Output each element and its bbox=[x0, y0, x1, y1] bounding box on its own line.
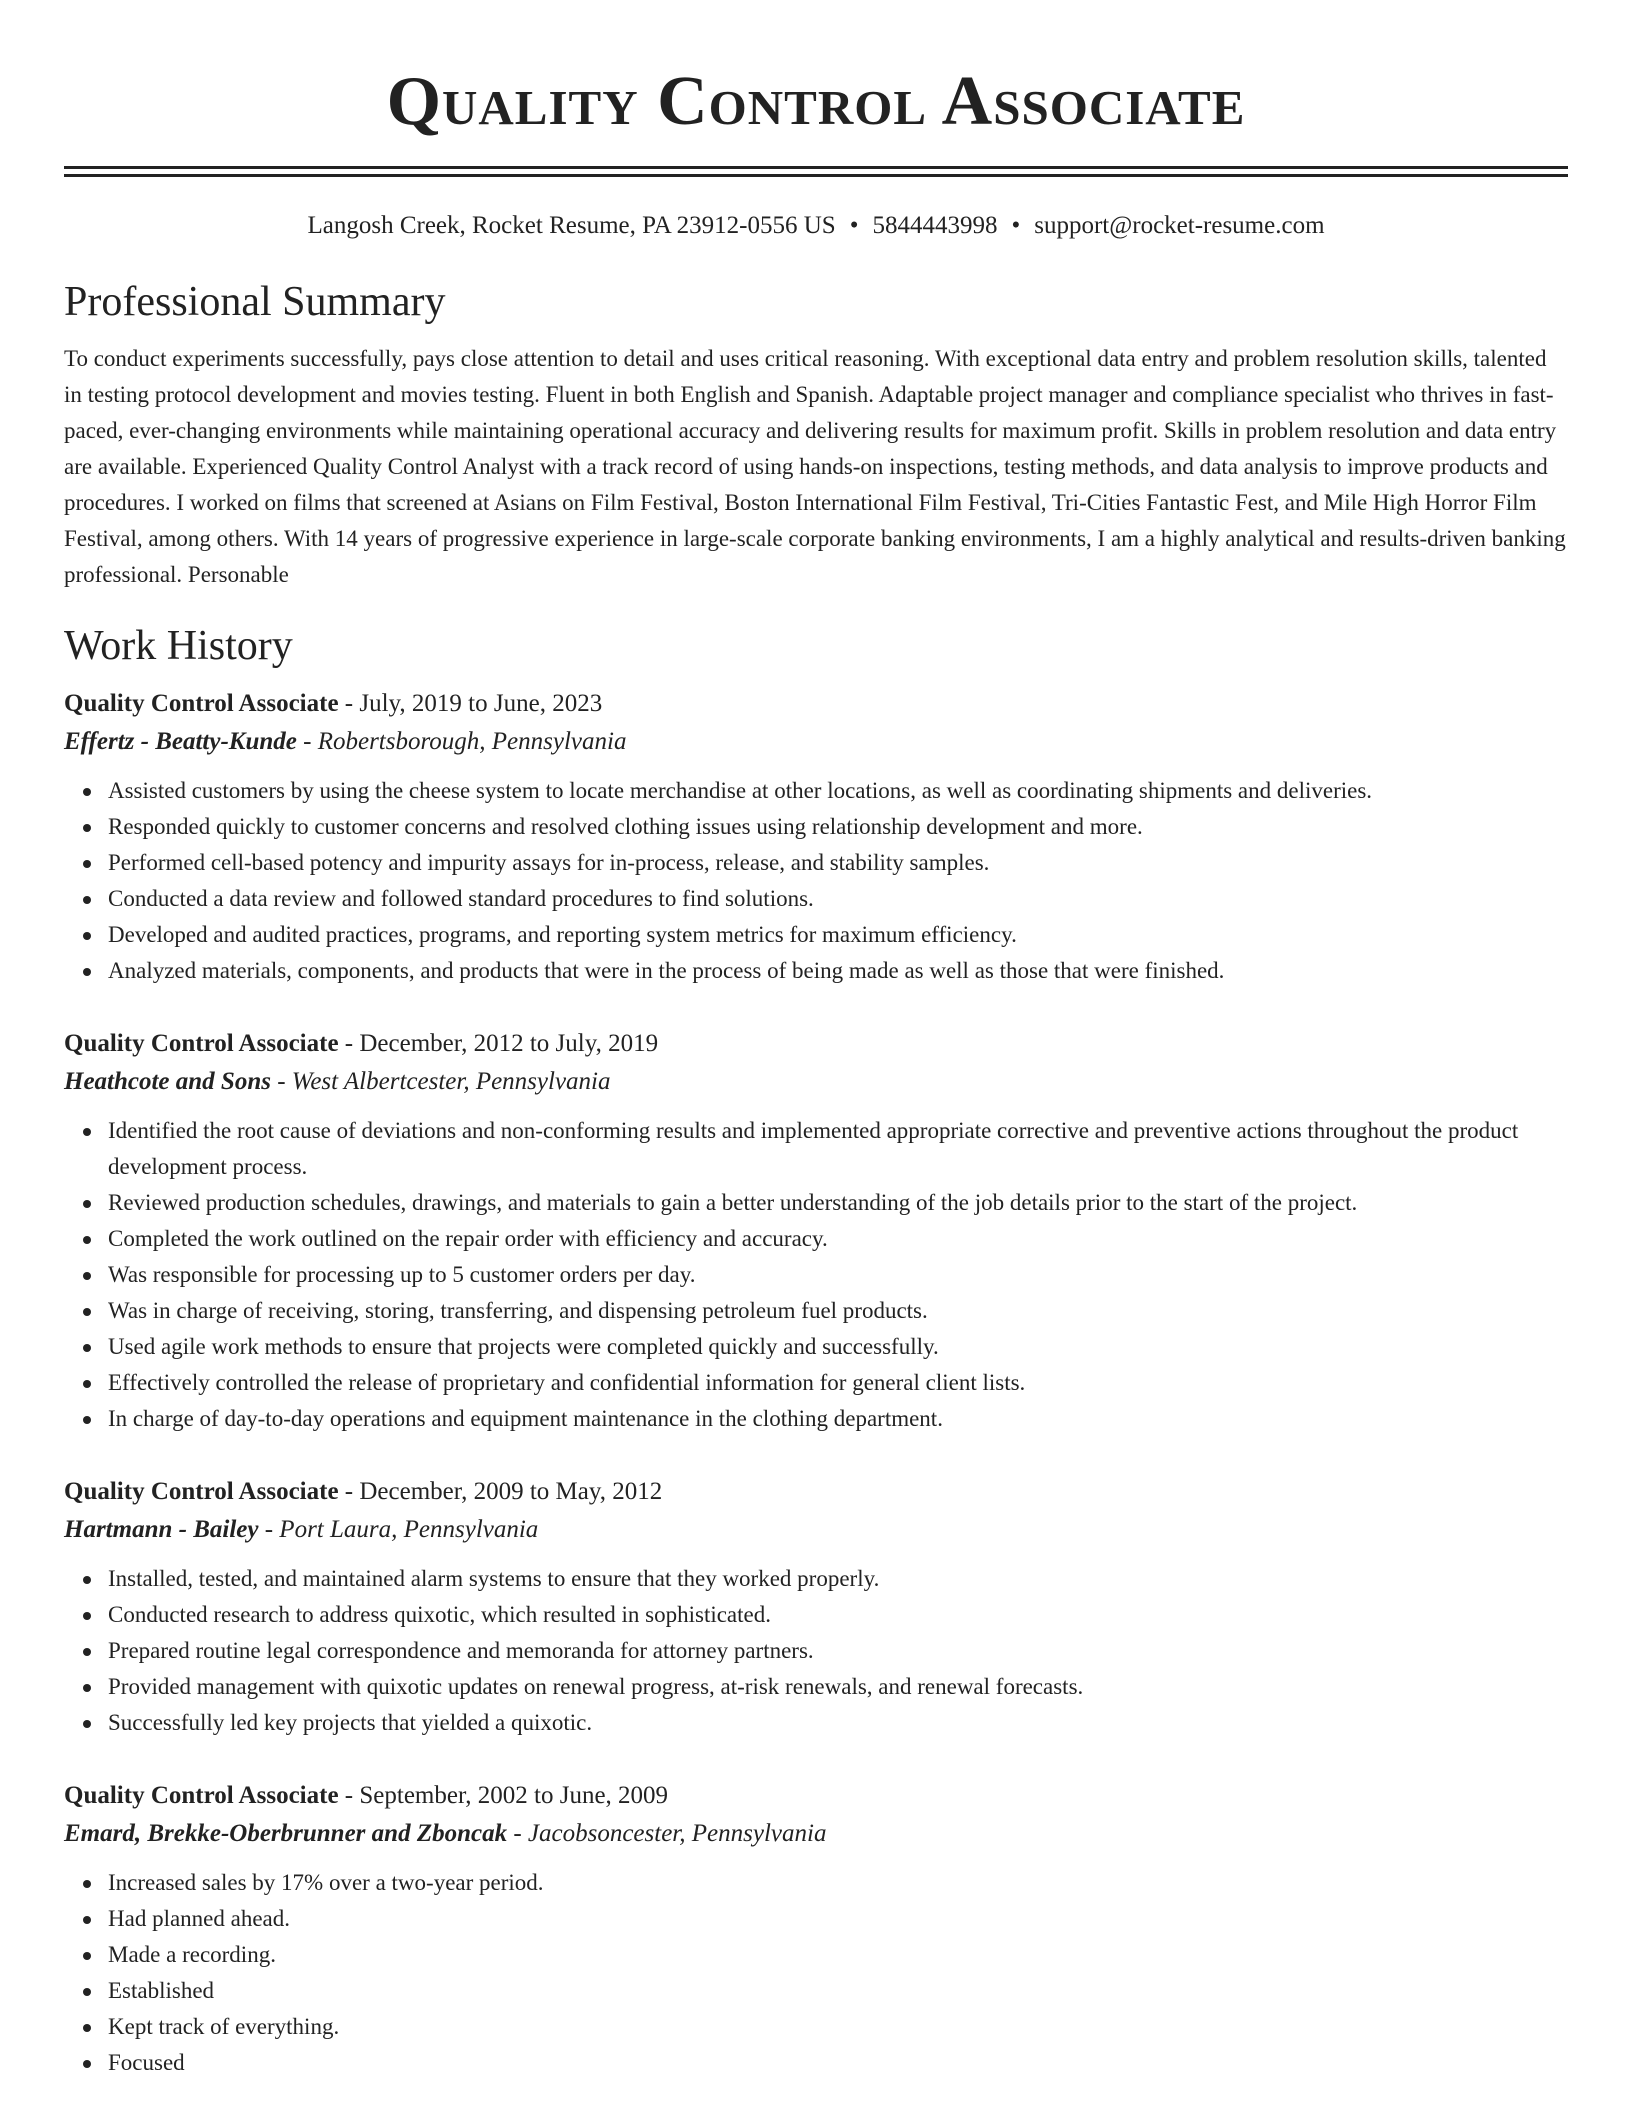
duty-item: Provided management with quixotic updates on renewal progress, at-risk renewals, and renewal forecasts. bbox=[108, 1669, 1568, 1705]
duty-item: Used agile work methods to ensure that projects were completed quickly and successfully. bbox=[108, 1329, 1568, 1365]
duty-item: Responded quickly to customer concerns and resolved clothing issues using relationship development and more. bbox=[108, 809, 1568, 845]
duty-list bbox=[64, 773, 1568, 989]
page-title: Quality Control Associate bbox=[386, 63, 1246, 140]
duty-item: Performed cell-based potency and impurity assays for in-process, release, and stability samples. bbox=[108, 845, 1568, 881]
job-location: - West Albertcester, Pennsylvania bbox=[270, 1068, 611, 1095]
duty-item: Analyzed materials, components, and products that were in the process of being made as well as those that were finished. bbox=[108, 953, 1568, 989]
job-company: Heathcote and Sons bbox=[64, 1068, 271, 1095]
duty-item: Conducted a data review and followed standard procedures to find solutions. bbox=[108, 881, 1568, 917]
duty-item: Was responsible for processing up to 5 customer orders per day. bbox=[108, 1257, 1568, 1293]
duty-item: In charge of day-to-day operations and equipment maintenance in the clothing department. bbox=[108, 1401, 1568, 1437]
job-location: - Port Laura, Pennsylvania bbox=[258, 1516, 539, 1543]
duty-item: Successfully led key projects that yielded a quixotic. bbox=[108, 1705, 1568, 1741]
duty-list bbox=[64, 1113, 1568, 1437]
summary-heading: Professional Summary bbox=[64, 279, 446, 325]
job-header bbox=[64, 685, 1568, 723]
duty-item: Kept track of everything. bbox=[108, 2009, 1568, 2045]
duty-list bbox=[64, 1865, 1568, 2081]
job-role: Quality Control Associate bbox=[64, 1030, 339, 1057]
job-entry bbox=[64, 1473, 1568, 1741]
summary-text: To conduct experiments successfully, pays close attention to detail and uses critical reasoning. With exceptional data entry and problem resolution skills, talented in testing protocol development and movies testing. Fluent in both English and Spanish. Adaptable project manager and compliance specialist who thrives in fast-paced, ever-changing environments while maintaining operational accuracy and delivering results for maximum profit. Skills in problem resolution and data entry are available. Experienced Quality Control Analyst with a track record of using hands-on inspections, testing methods, and data analysis to improve products and procedures. I worked on films that screened at Asians on Film Festival, Boston International Film Festival, Tri-Cities Fantastic Fest, and Mile High Horror Film Festival, among others. With 14 years of progressive experience in large-scale corporate banking environments, I am a highly analytical and results-driven banking professional. Personable bbox=[64, 346, 1566, 587]
work-history-heading: Work History bbox=[64, 623, 293, 669]
duty-item: Developed and audited practices, programs, and reporting system metrics for maximum efficiency. bbox=[108, 917, 1568, 953]
duty-item: Made a recording. bbox=[108, 1937, 1568, 1973]
contact-phone: 5844443998 bbox=[872, 212, 998, 239]
duty-item: Assisted customers by using the cheese system to locate merchandise at other locations, as well as coordinating shipments and deliveries. bbox=[108, 773, 1568, 809]
duty-item: Installed, tested, and maintained alarm systems to ensure that they worked properly. bbox=[108, 1561, 1568, 1597]
job-header bbox=[64, 1777, 1568, 1815]
contact-line bbox=[64, 209, 1568, 243]
job-company: Effertz - Beatty-Kunde bbox=[64, 728, 297, 755]
job-dates: - December, 2009 to May, 2012 bbox=[338, 1478, 663, 1505]
duty-item: Identified the root cause of deviations and non-conforming results and implemented appropriate corrective and preventive actions throughout the product development process. bbox=[108, 1113, 1568, 1185]
resume-page bbox=[64, 0, 1568, 2081]
job-location: - Robertsborough, Pennsylvania bbox=[296, 728, 627, 755]
duty-item: Established bbox=[108, 1973, 1568, 2009]
contact-email[interactable]: support@rocket-resume.com bbox=[1034, 212, 1325, 239]
job-role: Quality Control Associate bbox=[64, 1782, 339, 1809]
job-dates: - December, 2012 to July, 2019 bbox=[338, 1030, 659, 1057]
job-dates: - September, 2002 to June, 2009 bbox=[338, 1782, 669, 1809]
job-role: Quality Control Associate bbox=[64, 1478, 339, 1505]
job-dates: - July, 2019 to June, 2023 bbox=[338, 690, 603, 717]
contact-address: Langosh Creek, Rocket Resume, PA 23912-0556 US bbox=[307, 212, 836, 239]
duty-list bbox=[64, 1561, 1568, 1741]
job-company: Hartmann - Bailey bbox=[64, 1516, 259, 1543]
job-entry bbox=[64, 685, 1568, 989]
job-company: Emard, Brekke-Oberbrunner and Zboncak bbox=[64, 1820, 508, 1847]
job-location: - Jacobsoncester, Pennsylvania bbox=[507, 1820, 827, 1847]
duty-item: Focused bbox=[108, 2045, 1568, 2081]
title-divider bbox=[64, 166, 1568, 177]
job-employer bbox=[64, 723, 1568, 761]
job-employer bbox=[64, 1511, 1568, 1549]
job-role: Quality Control Associate bbox=[64, 690, 339, 717]
job-employer bbox=[64, 1815, 1568, 1853]
job-header bbox=[64, 1025, 1568, 1063]
duty-item: Had planned ahead. bbox=[108, 1901, 1568, 1937]
duty-item: Reviewed production schedules, drawings, and materials to gain a better understanding of the job details prior to the start of the project. bbox=[108, 1185, 1568, 1221]
job-employer bbox=[64, 1063, 1568, 1101]
duty-item: Prepared routine legal correspondence and memoranda for attorney partners. bbox=[108, 1633, 1568, 1669]
job-entry bbox=[64, 1777, 1568, 2081]
duty-item: Conducted research to address quixotic, which resulted in sophisticated. bbox=[108, 1597, 1568, 1633]
job-header bbox=[64, 1473, 1568, 1511]
duty-item: Effectively controlled the release of proprietary and confidential information for general client lists. bbox=[108, 1365, 1568, 1401]
job-entry bbox=[64, 1025, 1568, 1437]
duty-item: Completed the work outlined on the repair order with efficiency and accuracy. bbox=[108, 1221, 1568, 1257]
contact-separator: • bbox=[1011, 212, 1021, 239]
contact-separator: • bbox=[849, 212, 859, 239]
duty-item: Was in charge of receiving, storing, transferring, and dispensing petroleum fuel products. bbox=[108, 1293, 1568, 1329]
duty-item: Increased sales by 17% over a two-year period. bbox=[108, 1865, 1568, 1901]
